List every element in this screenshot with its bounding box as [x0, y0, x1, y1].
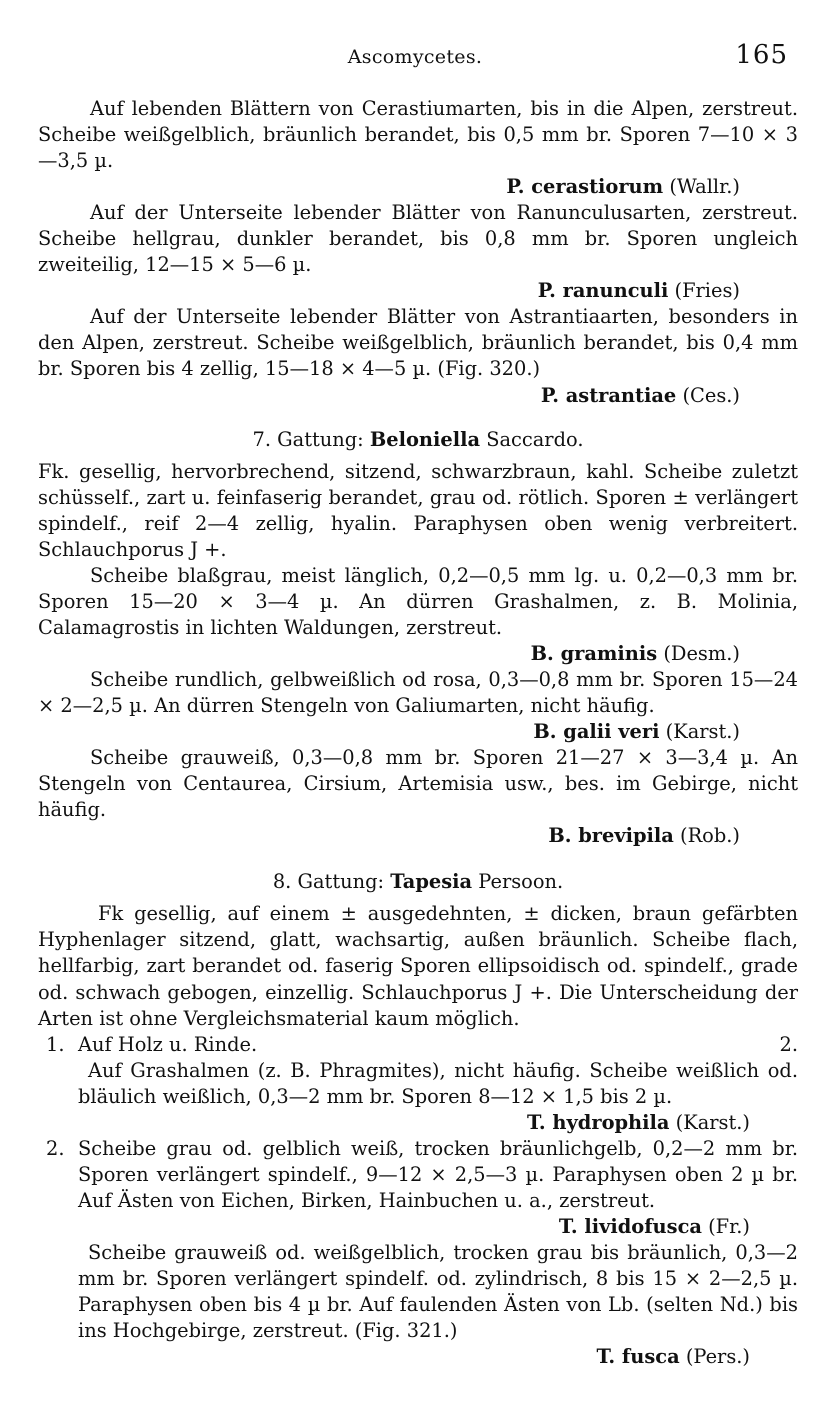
species-name: P. ranunculi [537, 279, 669, 303]
species-entry [38, 745, 798, 849]
genus-author: Saccardo. [486, 427, 584, 451]
species-author: (Ces.) [682, 383, 740, 407]
key-number: 2. [46, 1136, 65, 1160]
species-name: B. galii veri [533, 720, 660, 744]
species-name: T. hydrophila [527, 1110, 670, 1134]
genus-name: Tapesia [390, 870, 473, 894]
page-header [36, 38, 794, 78]
genus-name: Beloniella [369, 427, 481, 451]
species-entry [38, 563, 798, 667]
key-alternative [78, 1240, 798, 1370]
species-entry [38, 200, 798, 304]
entry-text: Auf der Unterseite lebender Blätter von Ranunculusarten, zerstreut. Scheibe hellgrau, dunkler berandet, bis 0,8 mm br. Sporen ungleich zweiteilig, 12—15 × 5—6 µ. [38, 201, 798, 277]
entry-text: Auf lebenden Blättern von Cerastiumarten, bis in die Alpen, zerstreut. Scheibe weißgelblich, bräunlich berandet, bis 0,5 mm br. Sporen 7—10 × 3—3,5 µ. [38, 97, 798, 173]
entry-text: Scheibe grauweiß, 0,3—0,8 mm br. Sporen 21—27 × 3—3,4 µ. An Stengeln von Centaurea, Cirsium, Artemisia usw., bes. im Gebirge, nicht häufig. [38, 746, 798, 822]
genus-description: Fk gesellig, auf einem ± ausgedehnten, ± dicken, braun gefärbten Hyphenlager sitzend, glatt, wachsartig, außen bräunlich. Scheibe flach, hellfarbig, zart berandet od. faserig Sporen ellipsoidisch od. spindelf., grade od. schwach gebogen, einzellig. Schlauchporus J +. Die Unterscheidung der Arten ist ohne Vergleichsmaterial kaum möglich. [38, 902, 798, 1030]
entry-text: Scheibe grau od. gelblich weiß, trocken bräunlichgelb, 0,2—2 mm br. Sporen verlängert spindelf., 9—12 × 2,5—3 µ. Paraphysen oben 2 µ br. Auf Ästen von Eichen, Birken, Hainbuchen u. a., zerstreut. [78, 1136, 798, 1212]
key-ref: 2. [779, 1032, 798, 1056]
species-entry [38, 304, 798, 408]
key-text: Auf Holz u. Rinde. [78, 1032, 258, 1056]
species-author: (Karst.) [665, 720, 740, 744]
species-name: T. lividofusca [558, 1214, 702, 1238]
species-name: B. graminis [530, 641, 658, 665]
species-name: B. brevipila [548, 824, 674, 848]
genus-author: Persoon. [478, 870, 564, 894]
genus-heading [38, 427, 798, 453]
species-author: (Rob.) [680, 824, 740, 848]
key-number: 1. [46, 1032, 65, 1056]
species-author: (Fr.) [708, 1214, 750, 1238]
species-author: (Fries) [674, 279, 740, 303]
key-item-1 [38, 1032, 798, 1136]
species-author: (Wallr.) [669, 175, 740, 199]
key-item-2 [38, 1136, 798, 1370]
genus-prefix: 8. Gattung: [272, 870, 385, 894]
genus-prefix: 7. Gattung: [252, 427, 364, 451]
species-name: P. cerastiorum [506, 175, 664, 199]
species-name: P. astrantiae [540, 383, 677, 407]
entry-text: Scheibe blaßgrau, meist länglich, 0,2—0,5 mm lg. u. 0,2—0,3 mm br. Sporen 15—20 × 3—4 µ. An dürren Grashalmen, z. B. Molinia, Calamagrostis in lichten Waldungen, zerstreut. [38, 563, 798, 639]
species-name: T. fusca [596, 1345, 680, 1369]
entry-text: Scheibe grauweiß od. weißgelblich, trocken grau bis bräunlich, 0,3—2 mm br. Sporen verlängert spindelf. od. zylindrisch, 8 bis 15 × 2—2,5 µ. Paraphysen oben bis 4 µ br. Auf faulenden Ästen von Lb. (selten Nd.) bis ins Hochgebirge, zerstreut. (Fig. 321.) [78, 1240, 798, 1343]
species-author: (Pers.) [685, 1345, 750, 1369]
entry-text: Auf der Unterseite lebender Blätter von Astrantiaarten, besonders in den Alpen, zerstreut. Scheibe weißgelblich, bräunlich berandet, bis 0,4 mm br. Sporen bis 4 zellig, 15—18 × 4—5 µ. (Fig. 320.) [38, 305, 798, 381]
species-author: (Desm.) [663, 641, 740, 665]
page-number: 165 [735, 40, 788, 70]
key-alternative [78, 1058, 798, 1136]
species-entry [38, 667, 798, 745]
entry-text: Scheibe rundlich, gelbweißlich od rosa, 0,3—0,8 mm br. Sporen 15—24 × 2—2,5 µ. An dürren Stengeln von Galiumarten, nicht häufig. [38, 667, 798, 718]
running-title: Ascomycetes. [347, 46, 483, 68]
genus-heading [38, 869, 798, 895]
species-author: (Karst.) [675, 1110, 750, 1134]
entry-text: Auf Grashalmen (z. B. Phragmites), nicht häufig. Scheibe weißlich od. bläulich weißlich, 0,3—2 mm br. Sporen 8—12 × 1,5 bis 2 µ. [78, 1058, 798, 1108]
genus-description: Fk. gesellig, hervorbrechend, sitzend, schwarzbraun, kahl. Scheibe zuletzt schüsself., zart u. feinfaserig berandet, grau od. rötlich. Sporen ± verlängert spindelf., reif 2—4 zellig, hyalin. Paraphysen oben wenig verbreitert. Schlauchporus J +. [38, 459, 798, 561]
page-body [38, 96, 798, 1370]
species-entry [38, 96, 798, 200]
key-text [78, 1136, 798, 1240]
